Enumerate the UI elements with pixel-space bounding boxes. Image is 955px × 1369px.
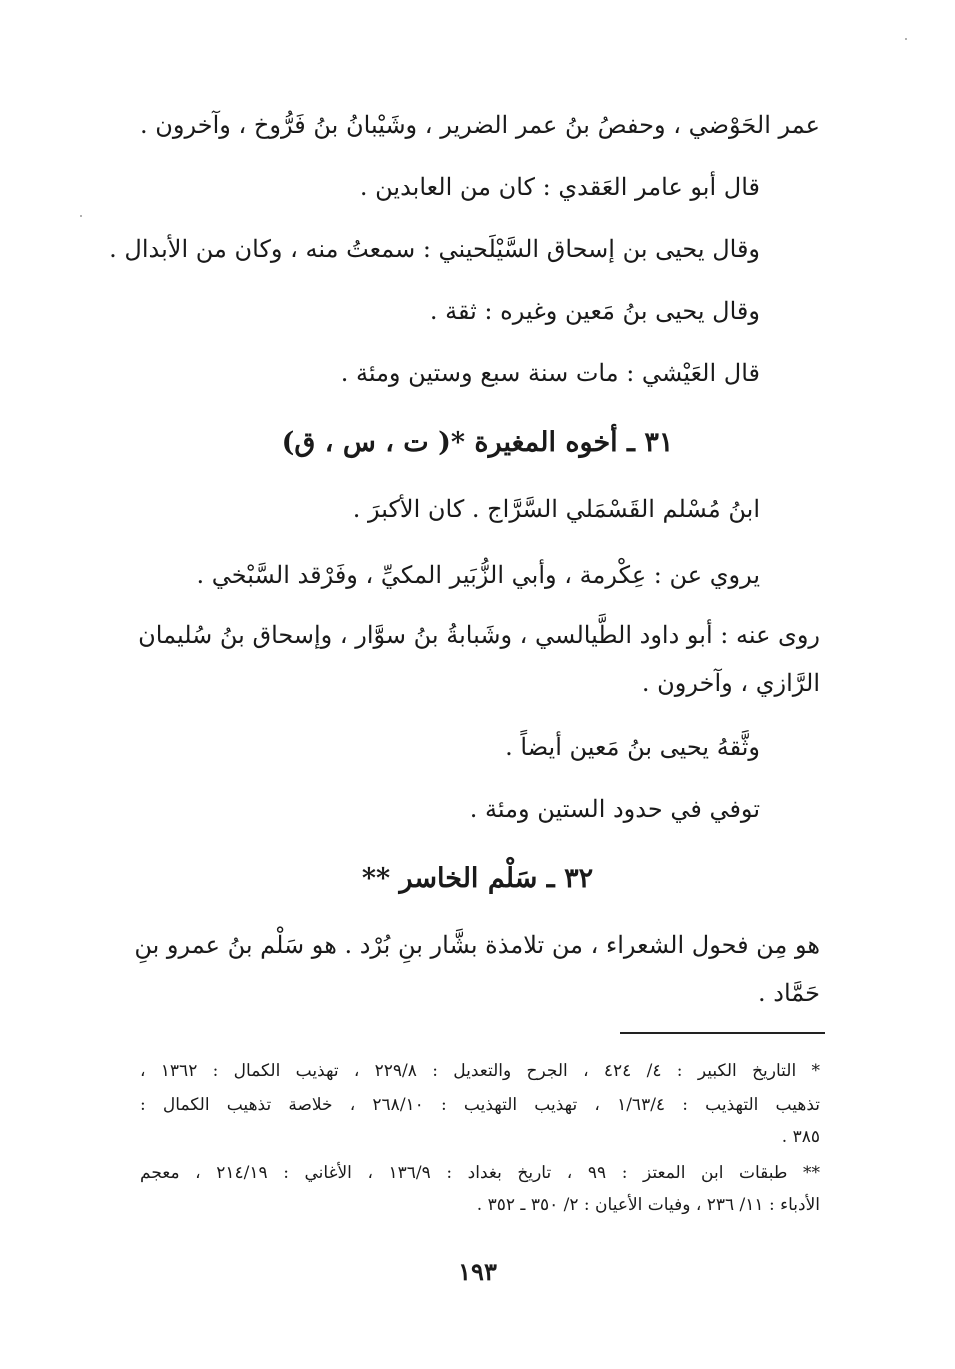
entry-31-heading: ٣١ ـ أخوه المغيرة *( ت ، س ، ق) (281, 427, 674, 458)
text-line-narrators: عمر الحَوْضي ، وحفصُ بنُ عمر الضرير ، وشَيْبانُ بنُ فَرُّوخ ، وآخرون . (140, 111, 820, 139)
scan-speck (80, 215, 82, 217)
entry-32-description: هو مِن فحول الشعراء ، من تلامذة بشَّار بنِ بُرْد . هو سَلْم بنُ عمرو بنِ (134, 931, 820, 959)
entry-31-death: توفي في حدود الستين ومئة . (469, 795, 760, 823)
page-number: ١٩٣ (458, 1257, 497, 1286)
footnote-divider (620, 1032, 825, 1034)
scan-speck (905, 38, 907, 40)
footnote-1-line-3: ٣٨٥ . (781, 1127, 820, 1147)
footnote-2-line-2: الأدباء : ١١/ ٢٣٦ ، وفيات الأعيان : ٢/ ٣٥٠ ـ ٣٥٢ . (476, 1195, 820, 1215)
entry-31-authentication: وثَّقهُ يحيى بنُ مَعين أيضاً . (505, 733, 760, 761)
footnote-2-line-1: ** طبقات ابن المعتز : ٩٩ ، تاريخ بغداد : ١٣٦/٩ ، الأغاني : ٢١٤/١٩ ، معجم (140, 1163, 821, 1183)
text-line-death-year: قال العَيْشي : مات سنة سبع وستين ومئة . (340, 359, 760, 387)
entry-32-heading: ٣٢ ـ سَلْم الخاسر ** (361, 863, 594, 894)
footnote-1-line-1: * التاريخ الكبير : ٤/ ٤٢٤ ، الجرح والتعديل : ٢٢٩/٨ ، تهذيب الكمال : ١٣٦٢ ، (140, 1061, 821, 1081)
text-line-yahya-maeen-quote: وقال يحيى بنُ مَعين وغيره : ثقة . (429, 297, 760, 325)
entry-31-lineage: ابنُ مُسْلم القَسْمَلي السَّرَّاج . كان الأكبرَ . (352, 495, 760, 523)
text-line-yahya-ishaq-quote: وقال يحيى بن إسحاق السَّيْلَحيني : سمعتُ منه ، وكان من الأبدال . (109, 235, 760, 263)
entry-31-narrates-from: يروي عن : عِكْرمة ، وأبي الزُّبَير المكيِّ ، وفَرْقد السَّبْخي . (196, 561, 760, 589)
entry-32-description-continued: حَمَّاد . (758, 979, 820, 1007)
entry-31-narrated-by: روى عنه : أبو داود الطَّيالسي ، وشَبابةُ بنُ سوَّار ، وإسحاق بنُ سُليمان (138, 621, 820, 649)
text-line-abu-amir-quote: قال أبو عامر العَقدي : كان من العابدين . (359, 173, 760, 201)
entry-31-narrated-by-continued: الرَّازي ، وآخرون . (641, 669, 820, 697)
footnote-1-line-2: تذهيب التهذيب : ١/٦٣/٤ ، تهذيب التهذيب : ٢٦٨/١٠ ، خلاصة تذهيب الكمال : (140, 1095, 820, 1115)
